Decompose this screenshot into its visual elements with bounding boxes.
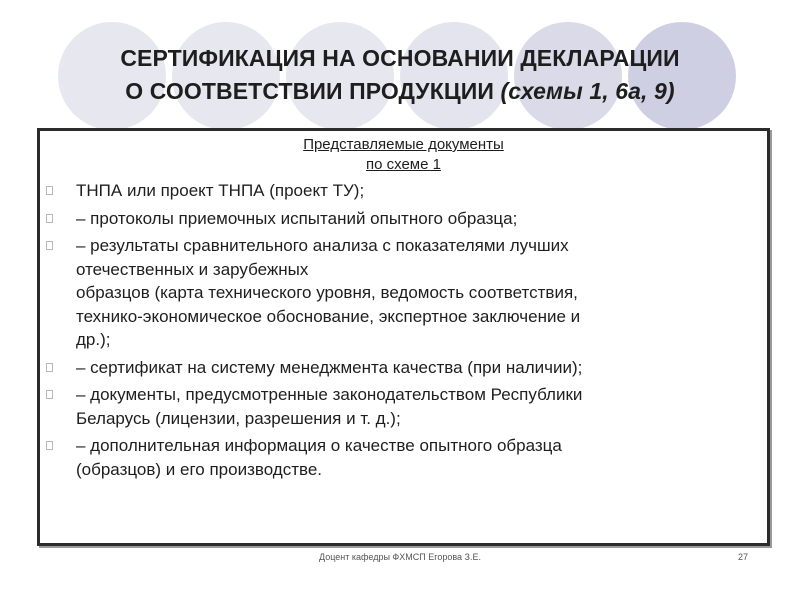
content-box [37, 128, 770, 546]
list-item-line: образцов (карта технического уровня, ведомость соответствия, [76, 283, 578, 302]
bullet-icon [46, 186, 53, 195]
heading-line-2: по схеме 1 [366, 156, 441, 173]
list-item-line: (образцов) и его производстве. [76, 459, 323, 479]
list-item-line: ТНПА или проект ТНПА (проект ТУ); [76, 181, 365, 200]
list-item-line: – результаты сравнительного анализа с показателями лучших [76, 236, 569, 255]
heading-line-1: Представляемые документы [303, 136, 504, 153]
list-item-line: отечественных и зарубежных [76, 259, 309, 279]
title-line-2-main: О СООТВЕТСТВИИ ПРОДУКЦИИ [125, 78, 501, 104]
list-item-line: – сертификат на систему менеджмента качества (при наличии); [76, 357, 583, 377]
list-item-line: Беларусь (лицензии, разрешения и т. д.); [76, 408, 401, 428]
bullet-icon [46, 214, 53, 223]
list-item-line: др.); [76, 330, 111, 349]
slide-title [60, 42, 740, 108]
title-schemes: (схемы 1, 6а, 9) [500, 78, 675, 104]
list-item [76, 434, 749, 481]
bullet-icon [46, 363, 53, 372]
list-item [76, 234, 749, 352]
footer-author: Доцент кафедры ФХМСП Егорова З.Е. [319, 552, 481, 562]
list-item [76, 207, 749, 231]
documents-list [40, 179, 767, 481]
list-item-line: – протоколы приемочных испытаний опытного образца; [76, 208, 518, 228]
list-item-line: – документы, предусмотренные законодательством Республики [76, 385, 583, 404]
list-item [76, 383, 749, 430]
bullet-icon [46, 390, 53, 399]
list-item-line: технико-экономическое обоснование, экспертное заключение и [76, 306, 581, 326]
list-item [76, 179, 749, 203]
title-line-1: СЕРТИФИКАЦИЯ НА ОСНОВАНИИ ДЕКЛАРАЦИИ [120, 45, 680, 71]
bullet-icon [46, 441, 53, 450]
list-item-line: – дополнительная информация о качестве опытного образца [76, 436, 562, 455]
bullet-icon [46, 241, 53, 250]
title-line-2 [60, 75, 740, 108]
list-item [76, 356, 749, 380]
box-heading [40, 135, 767, 175]
page-number: 27 [738, 552, 749, 562]
